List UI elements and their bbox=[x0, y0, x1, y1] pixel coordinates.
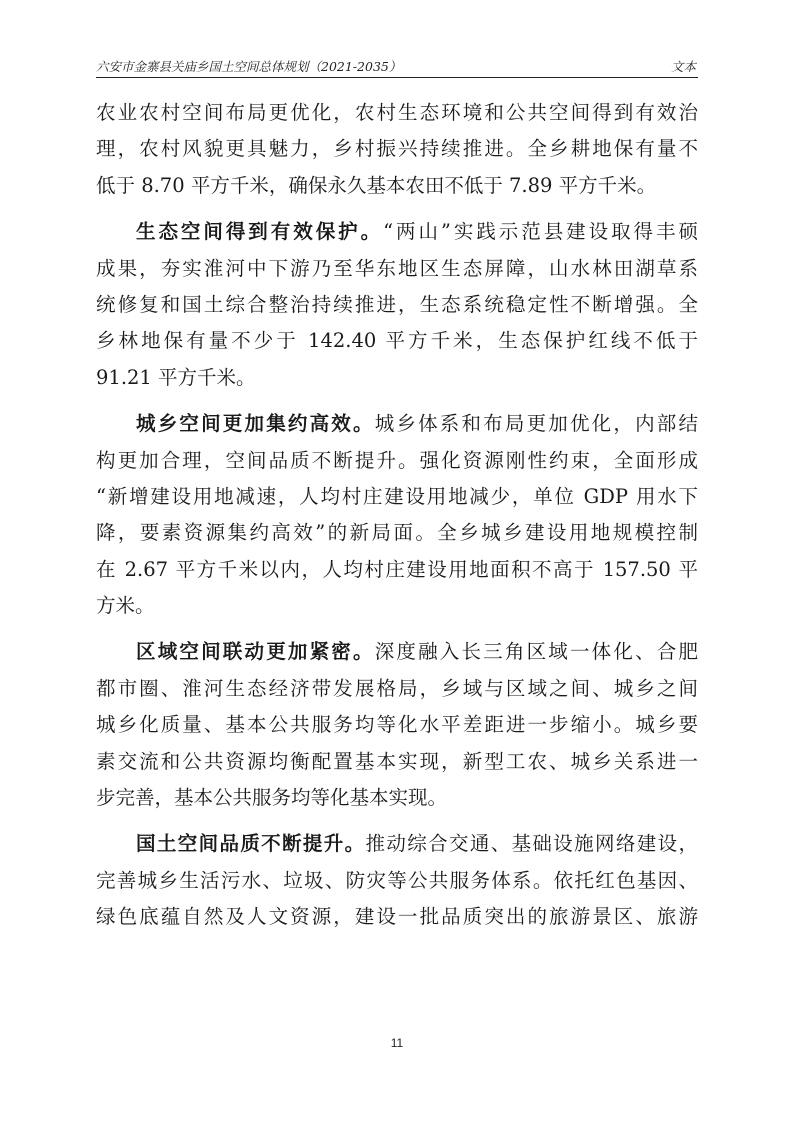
text-line: 降，要素资源集约高效”的新局面。全乡城乡建设用地规模控制 bbox=[96, 521, 698, 545]
text-line bbox=[96, 214, 698, 250]
page-number: 11 bbox=[390, 1036, 404, 1050]
paragraph-farmland bbox=[96, 95, 698, 204]
text-line: 方米。 bbox=[96, 594, 155, 618]
text-run: “两山”实践示范县建设取得丰硕 bbox=[383, 220, 698, 244]
paragraph-heading: 城乡空间更加集约高效。 bbox=[136, 412, 375, 436]
text-run: 城乡体系和布局更加优化，内部结 bbox=[374, 412, 698, 436]
text-line bbox=[96, 406, 698, 442]
text-line: 素交流和公共资源均衡配置基本实现，新型工农、城乡关系进一 bbox=[96, 749, 698, 773]
text-line: 在 2.67 平方千米以内，人均村庄建设用地面积不高于 157.50 平 bbox=[96, 557, 698, 581]
text-line: 乡林地保有量不少于 142.40 平方千米，生态保护红线不低于 bbox=[96, 329, 698, 353]
page-header bbox=[96, 55, 698, 78]
text-line: 绿色底蕴自然及人文资源，建设一批品质突出的旅游景区、旅游 bbox=[96, 905, 698, 929]
text-line: “新增建设用地减速，人均村庄建设用地减少，单位 GDP 用水下 bbox=[96, 484, 698, 508]
body-text bbox=[96, 95, 698, 936]
paragraph-heading: 区域空间联动更加紧密。 bbox=[136, 640, 375, 664]
text-run: 推动综合交通、基础设施网络建设， bbox=[365, 832, 698, 856]
text-line: 低于 8.70 平方千米，确保永久基本农田不低于 7.89 平方千米。 bbox=[96, 173, 657, 197]
text-line bbox=[96, 634, 698, 670]
text-line: 理，农村风貌更具魅力，乡村振兴持续推进。全乡耕地保有量不 bbox=[96, 137, 698, 161]
text-line: 统修复和国土综合整治持续推进，生态系统稳定性不断增强。全 bbox=[96, 292, 698, 316]
text-line: 成果，夯实淮河中下游乃至华东地区生态屏障，山水林田湖草系 bbox=[96, 256, 698, 280]
section-label: 文本 bbox=[670, 59, 696, 74]
text-line: 步完善，基本公共服务均等化基本实现。 bbox=[96, 786, 448, 810]
paragraph-heading: 国土空间品质不断提升。 bbox=[136, 832, 366, 856]
text-line: 农业农村空间布局更优化，农村生态环境和公共空间得到有效治 bbox=[96, 101, 698, 124]
paragraph-urban-rural-space bbox=[96, 406, 698, 624]
paragraph-regional-linkage bbox=[96, 634, 698, 816]
text-line: 构更加合理，空间品质不断提升。强化资源刚性约束，全面形成 bbox=[96, 448, 698, 472]
text-line: 91.21 平方千米。 bbox=[96, 365, 256, 389]
paragraph-ecological-space bbox=[96, 214, 698, 396]
document-title: 六安市金寨县关庙乡国土空间总体规划（2021-2035） bbox=[96, 59, 402, 74]
text-line bbox=[96, 826, 698, 862]
text-line: 城乡化质量、基本公共服务均等化水平差距进一步缩小。城乡要 bbox=[96, 713, 698, 737]
text-line: 都市圈、淮河生态经济带发展格局，乡域与区域之间、城乡之间 bbox=[96, 676, 698, 700]
text-line: 完善城乡生活污水、垃圾、防灾等公共服务体系。依托红色基因、 bbox=[96, 868, 698, 892]
text-run: 深度融入长三角区域一体化、合肥 bbox=[374, 640, 698, 664]
paragraph-spatial-quality bbox=[96, 826, 698, 935]
paragraph-heading: 生态空间得到有效保护。 bbox=[136, 220, 384, 244]
